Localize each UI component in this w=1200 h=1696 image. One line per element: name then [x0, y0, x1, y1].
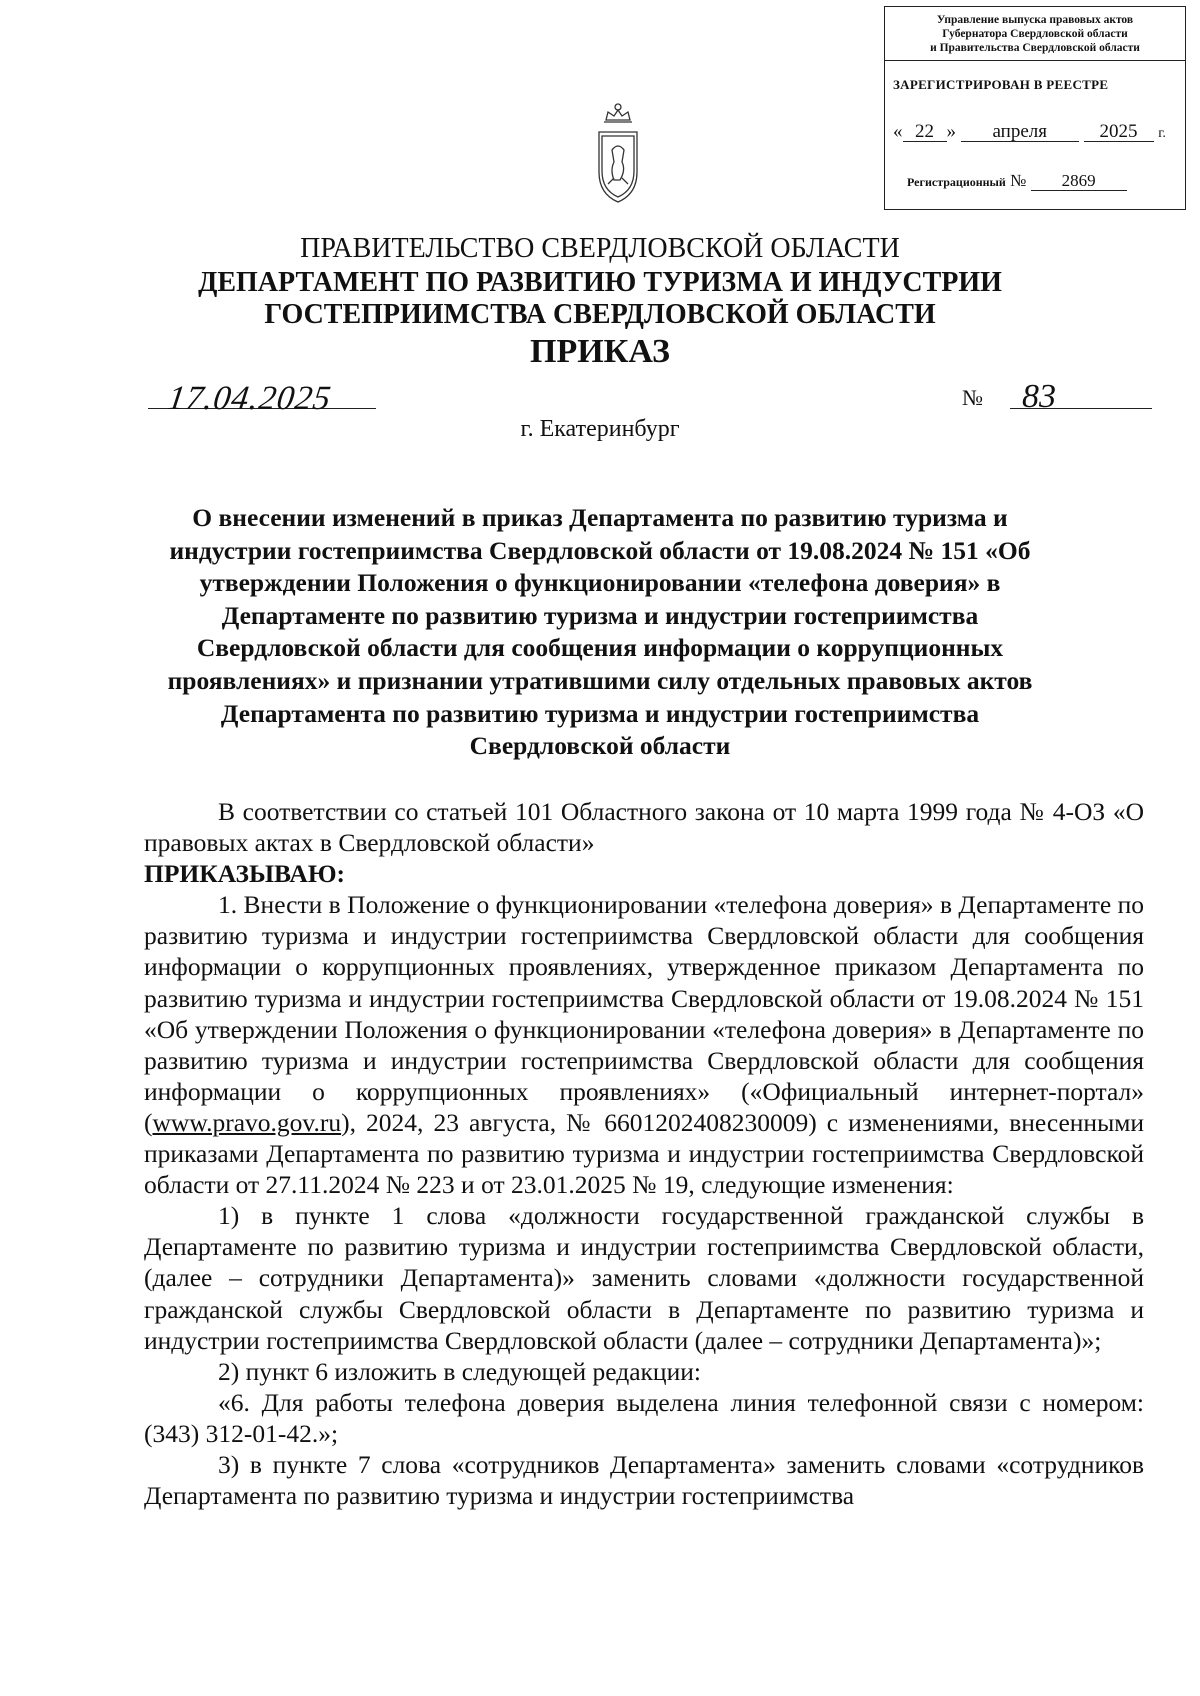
subitem-2-quote: «6. Для работы телефона доверия выделена линия телефонной связи с номером: (343) 312-01-42.»; [144, 1387, 1144, 1448]
stamp-year: 2025 [1084, 122, 1154, 142]
stamp-date [893, 121, 1166, 143]
stamp-reg-number [907, 171, 1127, 191]
stamp-registered-label: ЗАРЕГИСТРИРОВАН В РЕЕСТРЕ [893, 77, 1109, 92]
registration-stamp [884, 6, 1186, 210]
order-number-sign: № [962, 385, 983, 410]
department-title-line1: ДЕПАРТАМЕНТ ПО РАЗВИТИЮ ТУРИЗМА И ИНДУСТРИИ [198, 267, 1002, 298]
stamp-dept-line3: и Правительства Свердловской области [930, 42, 1140, 54]
stamp-dept-line2: Губернатора Свердловской области [942, 28, 1128, 40]
coat-of-arms-icon [592, 100, 644, 206]
handwritten-number: 83 [1022, 378, 1056, 415]
item-1-text-part2: ), 2024, 23 августа, № 6601202408230009) с изменениями, внесенными приказами Департамента по развитию туризма и индустрии гостеприимства Свердловской области от 27.11.2024 № 223 и от 23.01.2025 № 19, следующие изменения: [144, 1107, 1144, 1200]
stamp-reg-label: Регистрационный [907, 175, 1006, 189]
department-title-line2: ГОСТЕПРИИМСТВА СВЕРДЛОВСКОЙ ОБЛАСТИ [264, 299, 936, 330]
item-1-text-part1: 1. Внести в Положение о функционировании «телефона доверия» в Департаменте по развитию туризма и индустрии гостеприимства Свердловской области для сообщения информации о коррупционных проявлениях, утвержденное приказом Департамента по развитию туризма и индустрии гостеприимства Свердловской области от 19.08.2024 № 151 «Об утверждении Положения о функционировании «телефона доверия» в Департаменте по развитию туризма и индустрии гостеприимства Свердловской области для сообщения информации о коррупционных проявлениях» («Официальный интернет-портал» ( [144, 890, 1144, 1137]
handwritten-date: 17.04.2025 [165, 380, 334, 417]
stamp-quote-close: » [946, 121, 956, 142]
pravo-gov-link[interactable]: www.pravo.gov.ru [152, 1107, 342, 1137]
subitem-2-paragraph: 2) пункт 6 изложить в следующей редакции: [218, 1356, 701, 1386]
subitem-3-paragraph: 3) в пункте 7 слова «сотрудников Департамента» заменить словами «сотрудников Департамента по развитию туризма и индустрии гостеприимства [144, 1449, 1144, 1511]
document-title: О внесении изменений в приказ Департамента по развитию туризма и индустрии гостеприимства Свердловской области от 19.08.2024 № 151 «Об утверждении Положения о функционировании «телефона доверия» в Департаменте по развитию туризма и индустрии гостеприимства Свердловской области для сообщения информации о коррупционных проявлениях» и признании утратившими силу отдельных правовых актов Департамента по развитию туризма и индустрии гостеприимства Свердловской области [167, 503, 1033, 761]
document-body [144, 796, 1144, 1511]
subitem-1-paragraph: 1) в пункте 1 слова «должности государственной гражданской службы в Департаменте по развитию туризма и индустрии гостеприимства Свердловской области, (далее – сотрудники Департамента)» заменить словами «должности государственной гражданской службы Свердловской области в Департаменте по развитию туризма и индустрии гостеприимства Свердловской области (далее – сотрудники Департамента)»; [144, 1201, 1144, 1355]
government-title: ПРАВИТЕЛЬСТВО СВЕРДЛОВСКОЙ ОБЛАСТИ [300, 233, 900, 264]
order-word: ПРИКАЗЫВАЮ: [144, 859, 346, 889]
city: г. Екатеринбург [520, 416, 680, 442]
stamp-year-suffix: г. [1158, 126, 1166, 141]
stamp-num-sign: № [1010, 171, 1027, 190]
stamp-number: 2869 [1031, 171, 1127, 191]
intro-paragraph: В соответствии со статьей 101 Областного закона от 10 марта 1999 года № 4-ОЗ «О правовых актах в Свердловской области» [144, 797, 1144, 858]
stamp-header [885, 7, 1185, 61]
stamp-dept-line1: Управление выпуска правовых актов [936, 14, 1134, 26]
stamp-month: апреля [961, 122, 1079, 142]
document-type: ПРИКАЗ [530, 333, 670, 370]
stamp-day: 22 [903, 122, 947, 142]
item-1-paragraph [144, 889, 1144, 1200]
stamp-quote-open: « [893, 121, 903, 142]
